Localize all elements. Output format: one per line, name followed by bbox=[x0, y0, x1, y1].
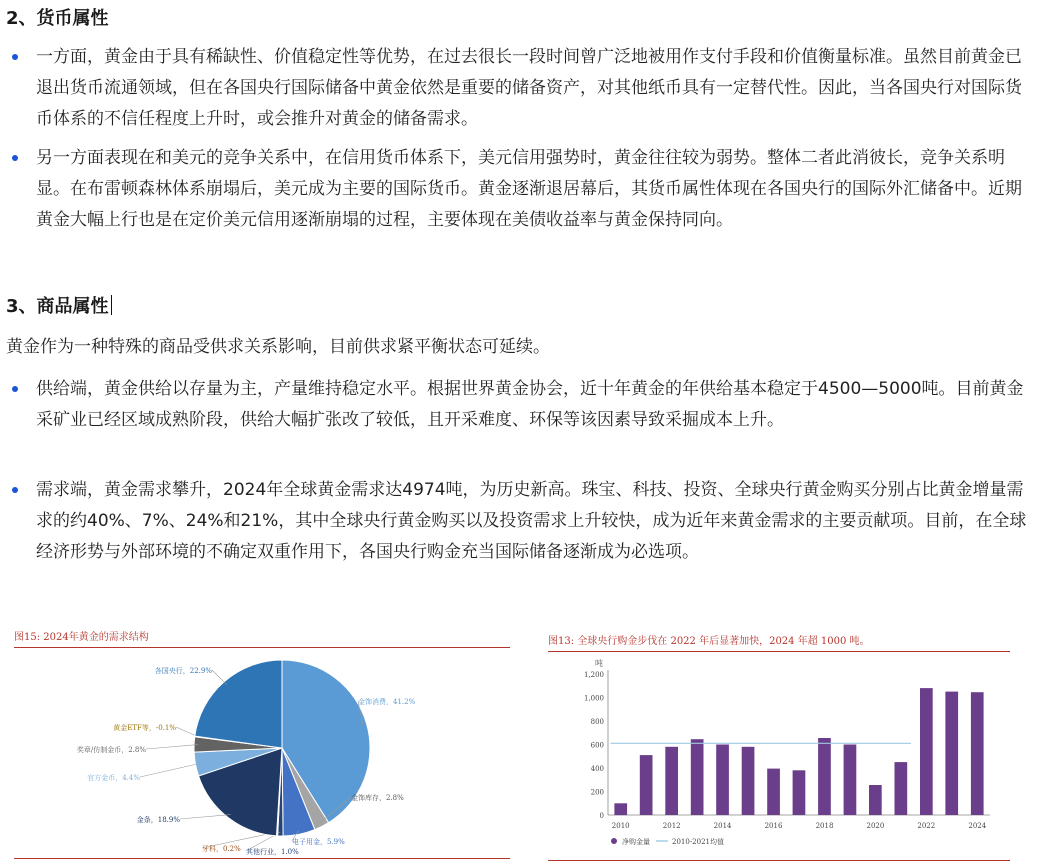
pie-slice-label: 金饰消费，41.2% bbox=[358, 698, 416, 706]
y-tick-label: 0 bbox=[599, 812, 604, 820]
bar bbox=[971, 692, 984, 815]
section-2-bullets bbox=[0, 42, 1030, 275]
x-tick-label: 2024 bbox=[968, 822, 987, 830]
bullet-dot bbox=[12, 54, 18, 60]
pie-slice-label: 金条，18.9% bbox=[136, 816, 180, 824]
pie-slice-label: 官方金币，4.4% bbox=[87, 774, 140, 782]
bar bbox=[818, 738, 831, 815]
x-tick-label: 2012 bbox=[662, 822, 681, 830]
bar bbox=[920, 688, 933, 815]
bar bbox=[844, 745, 857, 816]
pie-leader-line bbox=[146, 745, 198, 749]
bar-chart bbox=[548, 652, 1010, 857]
bullet-text: 另一方面表现在和美元的竞争关系中，在信用货币体系下，美元信用强势时，黄金往往较为弱势。整体二者此消彼长，竞争关系明显。在布雷顿森林体系崩塌后，美元成为主要的国际货币。黄金逐渐退居幕后，其货币属性体现在各国央行的国际外汇储备中。近期黄金大幅上行也是在定价美元信用逐渐崩塌的过程，主要体现在美债收益率与黄金保持同向。 bbox=[36, 148, 1022, 230]
figure-bar bbox=[548, 632, 1010, 861]
bar bbox=[895, 762, 908, 815]
bar bbox=[793, 770, 806, 815]
figure-pie bbox=[14, 628, 510, 864]
x-tick-label: 2022 bbox=[917, 822, 936, 830]
bullet-text: 供给端，黄金供给以存量为主，产量维持稳定水平。根据世界黄金协会，近十年黄金的年供给基本稳定于4500—5000吨。目前黄金采矿业已经区域成熟阶段，供给大幅扩张改了较低，且开采难度、环保等该因素导致采掘成本上升。 bbox=[36, 379, 1024, 430]
figure-rule bbox=[14, 858, 510, 859]
x-tick-label: 2018 bbox=[815, 822, 834, 830]
bullet-item bbox=[0, 42, 1030, 135]
section-3-heading bbox=[6, 292, 112, 318]
pie-chart bbox=[14, 648, 510, 860]
text-cursor bbox=[111, 295, 112, 315]
section-3-heading-text: 3、商品属性 bbox=[6, 296, 109, 317]
pie-slice-label: 奖章/仿制金币，2.8% bbox=[76, 746, 146, 754]
pie-chart-title: 图15: 2024年黄金的需求结构 bbox=[14, 632, 149, 643]
bar bbox=[640, 755, 653, 815]
pie-leader-line bbox=[180, 815, 231, 819]
y-axis-unit-label: 吨 bbox=[595, 659, 603, 668]
y-tick-label: 200 bbox=[590, 788, 604, 797]
pie-slice-label: 黄金ETF等，-0.1% bbox=[113, 724, 176, 732]
bullet-item bbox=[0, 143, 1030, 267]
bar bbox=[691, 739, 704, 815]
pie-slice-label: 牙科，0.2% bbox=[202, 845, 241, 853]
pie-leader-line bbox=[140, 764, 199, 778]
bar bbox=[869, 785, 882, 815]
pie-slice-label: 金饰库存，2.8% bbox=[351, 794, 404, 802]
pie-slice-label: 电子用金，5.9% bbox=[292, 838, 345, 846]
section-3-bullets bbox=[0, 374, 1030, 607]
legend-label: 净购金量 bbox=[622, 838, 650, 846]
y-tick-label: 600 bbox=[590, 741, 604, 750]
bullet-item bbox=[0, 475, 1030, 599]
section-2-heading: 2、货币属性 bbox=[6, 8, 109, 29]
pie-slice-label: 其他行业，1.0% bbox=[246, 848, 299, 856]
bullet-dot bbox=[12, 386, 18, 392]
bar bbox=[614, 803, 627, 815]
bar-chart-title: 图13: 全球央行购金步伐在 2022 年后显著加快，2024 年超 1000 吨。 bbox=[548, 636, 870, 647]
bar bbox=[945, 692, 958, 815]
pie-slice-label: 各国央行，22.9% bbox=[154, 667, 212, 675]
y-tick-label: 1,000 bbox=[583, 694, 604, 703]
bullet-item bbox=[0, 374, 1030, 467]
bar bbox=[665, 747, 678, 815]
bullet-dot bbox=[12, 155, 18, 161]
x-tick-label: 2020 bbox=[866, 822, 885, 830]
bar bbox=[742, 747, 755, 815]
bar bbox=[767, 769, 780, 815]
y-tick-label: 400 bbox=[590, 765, 604, 773]
section-3-intro: 黄金作为一种特殊的商品受供求关系影响，目前供求紧平衡状态可延续。 bbox=[6, 337, 550, 357]
legend-label: 2010-2021均值 bbox=[672, 838, 724, 846]
y-tick-label: 800 bbox=[590, 718, 604, 726]
legend-marker-bar bbox=[611, 838, 617, 844]
x-tick-label: 2010 bbox=[611, 822, 630, 830]
bullet-dot bbox=[12, 487, 18, 493]
pie-leader-line bbox=[212, 670, 227, 685]
bullet-text: 一方面，黄金由于具有稀缺性、价值稳定性等优势，在过去很长一段时间曾广泛地被用作支付手段和价值衡量标准。虽然目前黄金已退出货币流通领域，但在各国央行国际储备中黄金依然是重要的储备资产，对其他纸币具有一定替代性。因此，当各国央行对国际货币体系的不信任程度上升时，或会推升对黄金的储备需求。 bbox=[36, 47, 1022, 129]
figure-rule bbox=[548, 860, 1010, 861]
bullet-text: 需求端，黄金需求攀升，2024年全球黄金需求达4974吨，为历史新高。珠宝、科技、投资、全球央行黄金购买分别占比黄金增量需求的约40%、7%、24%和21%，其中全球央行黄金购买以及投资需求上升较快，成为近年来黄金需求的主要贡献项。目前，在全球经济形势与外部环境的不确定双重作用下，各国央行购金充当国际储备逐渐成为必选项。 bbox=[36, 480, 1027, 562]
bar bbox=[716, 745, 729, 816]
x-tick-label: 2014 bbox=[713, 822, 732, 830]
x-tick-label: 2016 bbox=[764, 822, 783, 830]
y-tick-label: 1,200 bbox=[583, 671, 604, 679]
